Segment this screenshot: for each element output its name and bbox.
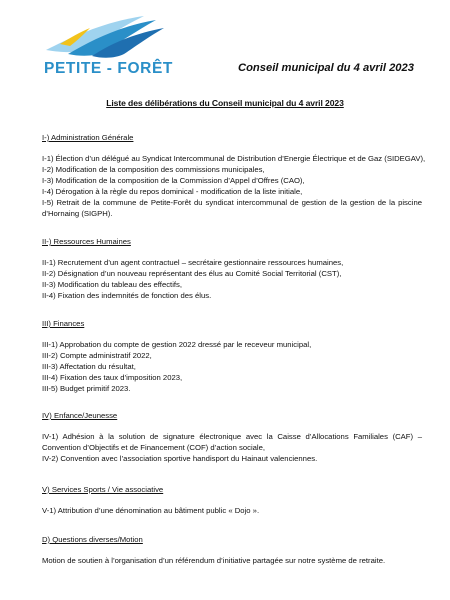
list-item: I-3) Modification de la composition de la Commission d’Appel d’Offres (CAO), bbox=[42, 176, 305, 185]
list-item: III-5) Budget primitif 2023. bbox=[42, 384, 131, 393]
list-item: III-4) Fixation des taux d’imposition 2023, bbox=[42, 373, 183, 382]
list-item: V-1) Attribution d’une dénomination au bâtiment public « Dojo ». bbox=[42, 506, 260, 515]
section-enfance-jeunesse bbox=[42, 410, 422, 464]
list-item: I-4) Dérogation à la règle du repos dominical - modification de la liste initiale, bbox=[42, 187, 303, 196]
list-item: I-5) Retrait de la commune de Petite-Forêt du syndicat intercommunal de gestion de la gestion de la piscine d’Hornaing (SIGPH). bbox=[42, 198, 422, 218]
section-heading: III) Finances bbox=[42, 319, 85, 328]
section-heading: IV) Enfance/Jeunesse bbox=[42, 411, 118, 420]
list-item: III-2) Compte administratif 2022, bbox=[42, 351, 152, 360]
list-item: IV-1) Adhésion à la solution de signature électronique avec la Caisse d’Allocations Familiales (CAF) – Convention d’Objectifs et de Financement (COF) d’action sociale, bbox=[42, 432, 422, 452]
list-item: IV-2) Convention avec l’association sportive handisport du Hainaut valenciennes. bbox=[42, 454, 318, 463]
list-item: I-2) Modification de la composition des commissions municipales, bbox=[42, 165, 265, 174]
list-item: I-1) Élection d’un délégué au Syndicat Intercommunal de Distribution d’Energie Électrique et de Gaz (SIDEGAV), bbox=[42, 154, 426, 163]
section-ressources-humaines bbox=[42, 236, 422, 301]
logo-text: PETITE - FORÊT bbox=[44, 60, 173, 77]
section-heading: I-) Administration Générale bbox=[42, 133, 134, 142]
petite-foret-logo bbox=[40, 10, 173, 85]
section-questions-diverses bbox=[42, 534, 422, 566]
list-item: III-3) Affectation du résultat, bbox=[42, 362, 136, 371]
logo-swoosh-graphic bbox=[40, 10, 170, 65]
section-heading: D) Questions diverses/Motion bbox=[42, 535, 143, 544]
list-item: II-3) Modification du tableau des effectifs, bbox=[42, 280, 183, 289]
section-sports-vie-associative bbox=[42, 484, 422, 516]
list-item: II-2) Désignation d’un nouveau représentant des élus au Comité Social Territorial (CST), bbox=[42, 269, 342, 278]
council-date-title: Conseil municipal du 4 avril 2023 bbox=[238, 62, 414, 74]
section-heading: II-) Ressources Humaines bbox=[42, 237, 131, 246]
section-heading: V) Services Sports / Vie associative bbox=[42, 485, 164, 494]
section-finances bbox=[42, 318, 422, 394]
list-item: Motion de soutien à l’organisation d’un référendum d’initiative partagée sur notre système de retraite. bbox=[42, 556, 386, 565]
section-administration bbox=[42, 132, 426, 219]
list-item: II-1) Recrutement d’un agent contractuel – secrétaire gestionnaire ressources humaines, bbox=[42, 258, 344, 267]
list-item: III-1) Approbation du compte de gestion 2022 dressé par le receveur municipal, bbox=[42, 340, 312, 349]
list-item: II-4) Fixation des indemnités de fonction des élus. bbox=[42, 291, 212, 300]
deliberations-list-title: Liste des délibérations du Conseil municipal du 4 avril 2023 bbox=[106, 98, 344, 108]
